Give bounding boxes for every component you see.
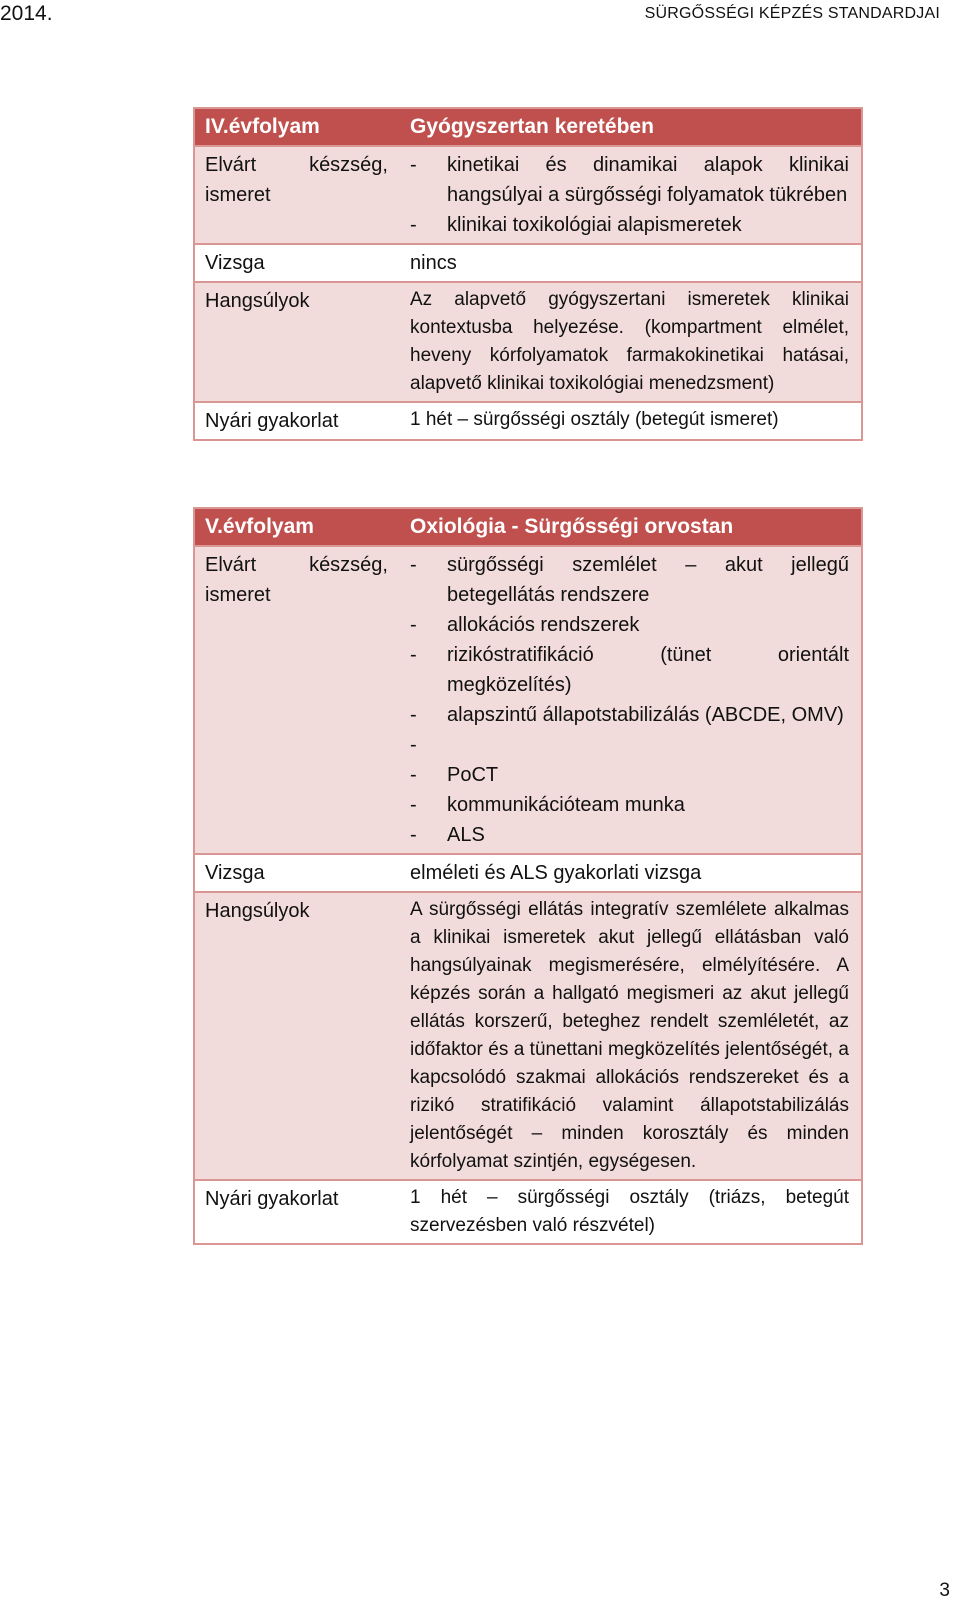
list-item: - rizikóstratifikáció (tünet orientált megközelítés) [410, 640, 849, 700]
hangsulyok-row [194, 282, 862, 402]
elvart-list [410, 150, 849, 240]
hangsulyok-row [194, 892, 862, 1180]
list-item [410, 730, 849, 760]
elvart-row [194, 546, 862, 854]
table-iv-evfolyam [193, 107, 863, 441]
header-year: 2014. [0, 2, 53, 25]
elvart-label: Elvárt készség, ismeret [194, 146, 400, 244]
list-item: - alapszintű állapotstabilizálás (ABCDE, OMV) [410, 700, 849, 730]
year-label: IV.évfolyam [194, 108, 400, 146]
hangsulyok-text: Az alapvető gyógyszertani ismeretek klinikai kontextusba helyezése. (kompartment elmélet, heveny kórfolyamatok farmakokinetikai hatásai, alapvető klinikai toxikológiai menedzsment) [400, 282, 862, 402]
table-header-row [194, 508, 862, 546]
subject-label: Gyógyszertan keretében [400, 108, 862, 146]
elvart-row [194, 146, 862, 244]
list-item: - ALS [410, 820, 849, 850]
list-item: - kinetikai és dinamikai alapok klinikai hangsúlyai a sürgősségi folyamatok tükrében [410, 150, 849, 210]
subject-label: Oxiológia - Sürgősségi orvostan [400, 508, 862, 546]
list-item: - sürgősségi szemlélet – akut jellegű betegellátás rendszere [410, 550, 849, 610]
header-title: SÜRGŐSSÉGI KÉPZÉS STANDARDJAI [644, 5, 940, 22]
vizsga-value: nincs [400, 244, 862, 282]
hangsulyok-label: Hangsúlyok [194, 282, 400, 402]
hangsulyok-text: A sürgősségi ellátás integratív szemlélete alkalmas a klinikai ismeretek akut jellegű ellátásban való hangsúlyainak megismerésére, elmélyítésére. A képzés során a hallgató megismeri az akut jellegű ellátás korszerű, beteghez rendelt szemléletét, az időfaktor és a tünettani megközelítés jelentőségét, a kapcsolódó szakmai allokációs rendszereket és a rizikó stratifikáció valamint állapotstabilizálás jelentőségét – minden korosztály és minden kórfolyamat szintjén, egységesen. [400, 892, 862, 1180]
hangsulyok-label: Hangsúlyok [194, 892, 400, 1180]
table-header-row [194, 108, 862, 146]
vizsga-row [194, 854, 862, 892]
vizsga-row [194, 244, 862, 282]
nyari-label: Nyári gyakorlat [194, 1180, 400, 1244]
nyari-row [194, 1180, 862, 1244]
vizsga-value: elméleti és ALS gyakorlati vizsga [400, 854, 862, 892]
list-item: - kommunikációteam munka [410, 790, 849, 820]
vizsga-label: Vizsga [194, 854, 400, 892]
nyari-value: 1 hét – sürgősségi osztály (triázs, betegút szervezésben való részvétel) [400, 1180, 862, 1244]
list-item: - klinikai toxikológiai alapismeretek [410, 210, 849, 240]
nyari-value: 1 hét – sürgősségi osztály (betegút ismeret) [400, 402, 862, 440]
year-label: V.évfolyam [194, 508, 400, 546]
list-item: - allokációs rendszerek [410, 610, 849, 640]
page-number: 3 [939, 1580, 950, 1601]
nyari-row [194, 402, 862, 440]
nyari-label: Nyári gyakorlat [194, 402, 400, 440]
elvart-label: Elvárt készség, ismeret [194, 546, 400, 854]
elvart-list [410, 550, 849, 850]
list-item: - PoCT [410, 760, 849, 790]
elvart-list-cell [400, 546, 862, 854]
vizsga-label: Vizsga [194, 244, 400, 282]
table-v-evfolyam [193, 507, 863, 1245]
elvart-list-cell [400, 146, 862, 244]
